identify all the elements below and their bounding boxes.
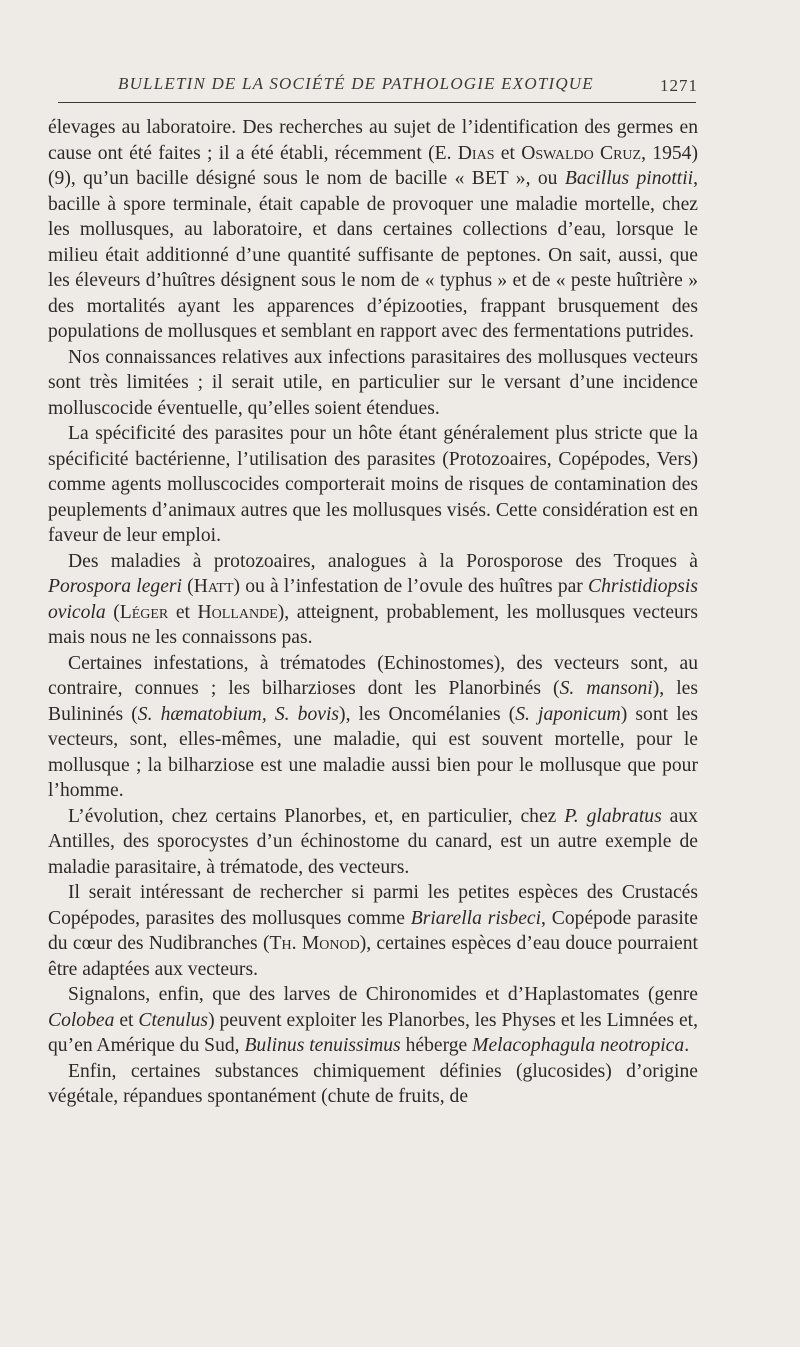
italic-term: Bulinus tenuissimus bbox=[244, 1035, 401, 1056]
text-run: élevages au laboratoire. Des recherches au sujet de l’identification des germes en cause ont été faites ; il a été établi, récemment (E. bbox=[48, 117, 698, 164]
text-run: Des maladies à protozoaires, analogues à la Porosporose des Troques à bbox=[68, 550, 698, 572]
text-run: , Copépode parasite du cœur des Nudibranches ( bbox=[48, 907, 698, 954]
italic-term: S. japonicum bbox=[515, 703, 621, 725]
text-run: ), les Oncomélanies ( bbox=[339, 703, 516, 725]
text-run: L’évolution, chez certains Planorbes, et, en particulier, chez bbox=[68, 805, 565, 827]
author-name: Léger bbox=[119, 601, 169, 623]
author-name: Hatt bbox=[193, 576, 234, 597]
author-name: Dias bbox=[457, 142, 495, 164]
italic-term: S. mansoni bbox=[559, 678, 653, 699]
paragraph bbox=[48, 651, 698, 804]
paragraph bbox=[48, 1059, 698, 1110]
author-name: Th. Monod bbox=[269, 933, 360, 954]
italic-term: Porospora legeri bbox=[48, 576, 182, 597]
text-run: , 1954) (9), qu’un bacille désigné sous le nom de bacille « BET », ou bbox=[48, 142, 698, 189]
paragraph bbox=[48, 880, 698, 982]
text-run: Certaines infestations, à trématodes (Echinostomes), des vecteurs sont, au contraire, connues ; les bilharzioses dont les Planorbinés ( bbox=[48, 652, 698, 699]
page-number: 1271 bbox=[660, 76, 698, 95]
paragraph bbox=[48, 982, 698, 1059]
italic-term: Colobea bbox=[48, 1009, 115, 1031]
text-run: ) sont les vecteurs, sont, elles-mêmes, une maladie, qui est souvent mortelle, pour le mollusque ; la bilharziose est une maladie aussi bien pour le mollusque que pour l’homme. bbox=[48, 703, 698, 801]
running-title: BULLETIN DE LA SOCIÉTÉ DE PATHOLOGIE EXOTIQUE bbox=[118, 74, 594, 93]
text-run: , bacille à spore terminale, était capable de provoquer une maladie mortelle, chez les mollusques, au laboratoire, et dans certaines collections d’eau, lorsque le milieu était additionné d’une quantité suffisante de peptones. On sait, aussi, que les éleveurs d’huîtres désignent sous le nom de « typhus » et de « peste huîtrière » des mortalités ayant les apparences d’épizooties, frappant brusquement des populations de mollusques et semblant en rapport avec des fermentations putrides. bbox=[48, 168, 698, 342]
paragraph bbox=[48, 549, 698, 651]
text-run: aux Antilles, des sporocystes d’un échinostome du canard, est un autre exemple de maladie parasitaire, à trématode, des vecteurs. bbox=[48, 805, 698, 878]
text-run: . bbox=[684, 1035, 690, 1056]
text-run: Signalons, enfin, que des larves de Chironomides et d’Haplastomates (genre bbox=[68, 984, 698, 1005]
paragraph bbox=[48, 345, 698, 422]
author-name: Hollande bbox=[197, 601, 278, 623]
text-run: et bbox=[168, 601, 198, 623]
paragraph bbox=[48, 804, 698, 881]
italic-term: Christidiopsis ovicola bbox=[48, 576, 698, 623]
page-header bbox=[58, 70, 698, 100]
text-run: ) ou à l’infestation de l’ovule des huîtres par bbox=[233, 576, 589, 597]
text-run: Il serait intéressant de rechercher si parmi les petites espèces des Crustacés Copépodes, parasites des mollusques comme bbox=[48, 882, 698, 929]
text-run: Enfin, certaines substances chimiquement définies (glucosides) d’origine végétale, répandues spontanément (chute de fruits, de bbox=[48, 1060, 698, 1107]
text-run: La spécificité des parasites pour un hôte étant généralement plus stricte que la spécificité bactérienne, l’utilisation des parasites (Protozoaires, Copépodes, Vers) comme agents molluscocides comporterait moins de risques de contamination des peuplements d’animaux autres que les mollusques visés. Cette considération est en faveur de leur emploi. bbox=[48, 423, 698, 546]
italic-term: Bacillus pinottii bbox=[564, 168, 694, 189]
italic-term: Ctenulus bbox=[138, 1009, 209, 1031]
text-run: ( bbox=[181, 576, 194, 597]
paragraph bbox=[48, 115, 698, 345]
header-rule bbox=[58, 102, 696, 103]
paragraph bbox=[48, 421, 698, 549]
body-text bbox=[48, 115, 698, 1110]
text-run: et bbox=[114, 1009, 139, 1031]
text-run: et bbox=[494, 142, 522, 164]
text-run: ), les Bulininés ( bbox=[48, 678, 698, 725]
italic-term: S. hæmatobium, S. bovis bbox=[137, 703, 340, 725]
text-run: ), certaines espèces d’eau douce pourraient être adaptées aux vecteurs. bbox=[48, 933, 698, 980]
text-run: ), atteignent, probablement, les mollusques vecteurs mais nous ne les connaissons pas. bbox=[48, 601, 698, 648]
italic-term: P. glabratus bbox=[564, 805, 662, 827]
text-run: Nos connaissances relatives aux infections parasitaires des mollusques vecteurs sont très limitées ; il serait utile, en particulier sur le versant d’une incidence molluscocide éventuelle, qu’elles soient étendues. bbox=[48, 346, 698, 419]
author-name: Oswaldo Cruz bbox=[521, 142, 642, 164]
italic-term: Briarella risbeci bbox=[410, 907, 542, 929]
text-run: ) peuvent exploiter les Planorbes, les Physes et les Limnées et, qu’en Amérique du Sud, bbox=[48, 1009, 698, 1056]
text-run: ( bbox=[105, 601, 120, 623]
italic-term: Melacophagula neotropica bbox=[472, 1035, 685, 1056]
text-run: héberge bbox=[400, 1035, 473, 1056]
